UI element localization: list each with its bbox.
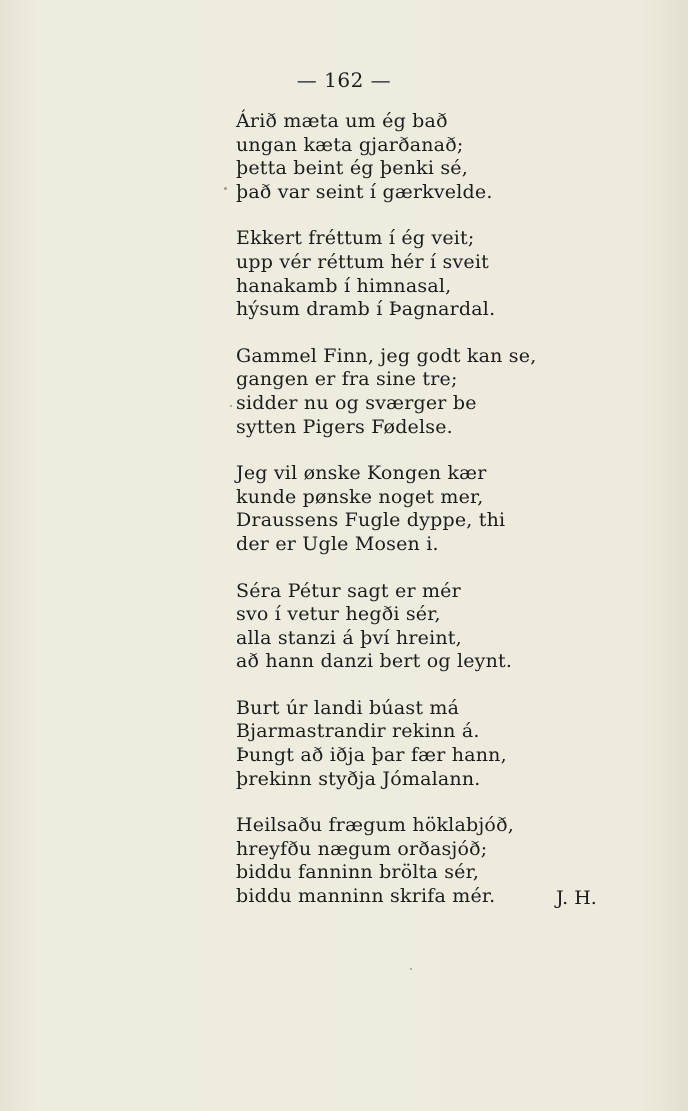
poem-line: Heilsaðu frægum höklabjóð,	[236, 814, 514, 837]
poem-line: gangen er fra sine tre;	[236, 368, 458, 391]
stanza	[236, 697, 616, 791]
poem-line: biddu fanninn brölta sér,	[236, 861, 480, 884]
stanza	[236, 345, 616, 439]
poem-line: upp vér réttum hér í sveit	[236, 250, 489, 273]
poem-line: biddu manninn skrifa mér.	[236, 885, 496, 908]
stanza	[236, 462, 616, 556]
poem-line: Bjarmastrandir rekinn á.	[236, 720, 480, 743]
poem-line: kunde pønske noget mer,	[236, 485, 484, 508]
stanza	[236, 580, 616, 674]
author-signature: J. H.	[556, 887, 597, 909]
poem-line: að hann danzi bert og leynt.	[236, 650, 513, 673]
poem-line: Burt úr landi búast má	[236, 696, 460, 719]
page-number: — 162 —	[296, 68, 392, 92]
poem-line: þrekinn styðja Jómalann.	[236, 767, 481, 790]
poem-line: svo í vetur hegði sér,	[236, 603, 441, 626]
poem-line: Árið mæta um ég bað	[236, 110, 448, 132]
poem-line: hýsum dramb í Þagnardal.	[236, 298, 496, 321]
print-speck	[410, 968, 412, 970]
poem-line: sidder nu og sværger be	[236, 391, 477, 414]
poem-line: Jeg vil ønske Kongen kær	[236, 462, 487, 485]
poem-line: Þungt að iðja þar fær hann,	[236, 744, 507, 767]
stanza	[236, 110, 616, 204]
poem-line: sytten Pigers Fødelse.	[236, 415, 453, 438]
poem-line: það var seint í gærkvelde.	[236, 180, 493, 203]
stanza	[236, 227, 616, 321]
poem-line: Ekkert fréttum í ég veit;	[236, 227, 475, 250]
poem-line: Gammel Finn, jeg godt kan se,	[236, 344, 537, 367]
poem-line: ungan kæta gjarðanað;	[236, 133, 464, 156]
print-speck	[230, 405, 232, 407]
poem-line: hanakamb í himnasal,	[236, 274, 452, 297]
poem-line: alla stanzi á því hreint,	[236, 626, 462, 649]
poem-line: Draussens Fugle dyppe, thi	[236, 509, 506, 532]
print-speck	[224, 187, 227, 190]
poem-line: þetta beint ég þenki sé,	[236, 157, 468, 180]
poem-line: der er Ugle Mosen i.	[236, 532, 439, 555]
poem-line: Séra Pétur sagt er mér	[236, 579, 461, 602]
poem-line: hreyfðu nægum orðasjóð;	[236, 837, 488, 860]
poem	[236, 110, 616, 932]
